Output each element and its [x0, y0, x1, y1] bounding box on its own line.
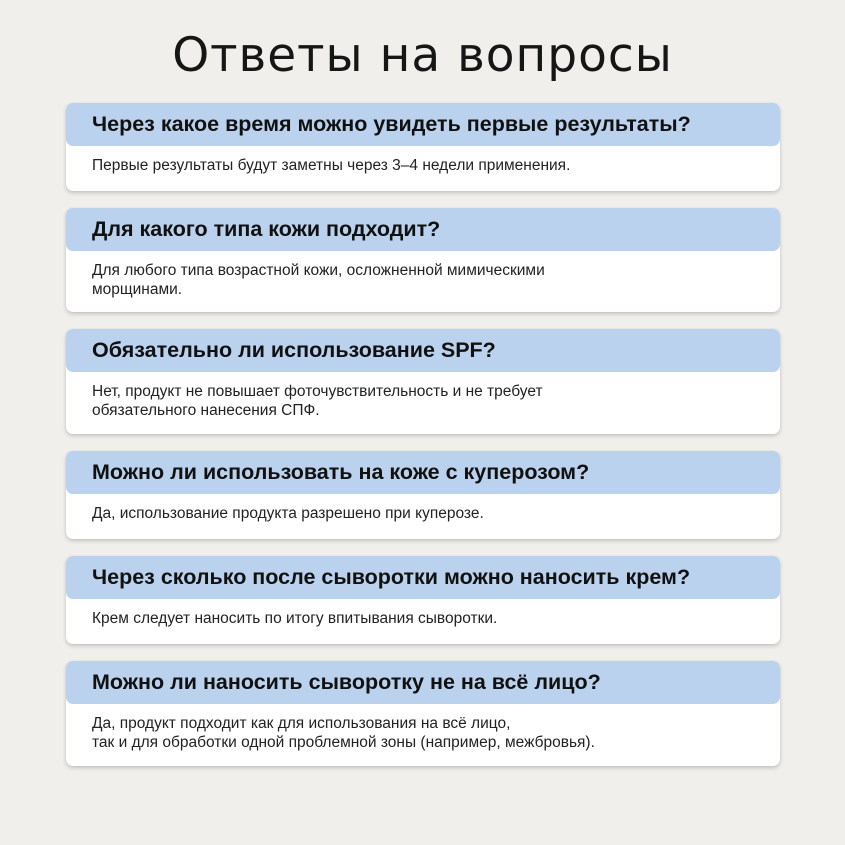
faq-card [66, 208, 780, 312]
faq-list [66, 103, 780, 783]
faq-answer: Да, продукт подходит как для использования на всё лицо, так и для обработки одной проблемной зоны (например, межбровья). [92, 715, 595, 751]
faq-answer: Первые результаты будут заметны через 3–4 недели применения. [92, 157, 571, 174]
faq-answer: Крем следует наносить по итогу впитывания сыворотки. [92, 610, 498, 627]
faq-card [66, 556, 780, 644]
faq-question: Для какого типа кожи подходит? [66, 208, 780, 251]
faq-question: Можно ли использовать на коже с куперозом? [66, 451, 780, 494]
faq-answer: Нет, продукт не повышает фоточувствительность и не требует обязательного нанесения СПФ. [92, 383, 543, 419]
faq-question: Через какое время можно увидеть первые результаты? [66, 103, 780, 146]
faq-card [66, 661, 780, 766]
faq-question: Можно ли наносить сыворотку не на всё лицо? [66, 661, 780, 704]
faq-question: Через сколько после сыворотки можно наносить крем? [66, 556, 780, 599]
page-title: Ответы на вопросы [172, 28, 673, 83]
faq-card [66, 103, 780, 191]
faq-card [66, 451, 780, 539]
faq-card [66, 329, 780, 434]
faq-question: Обязательно ли использование SPF? [66, 329, 780, 372]
faq-answer: Да, использование продукта разрешено при куперозе. [92, 505, 484, 522]
faq-answer: Для любого типа возрастной кожи, осложненной мимическими морщинами. [92, 262, 545, 298]
